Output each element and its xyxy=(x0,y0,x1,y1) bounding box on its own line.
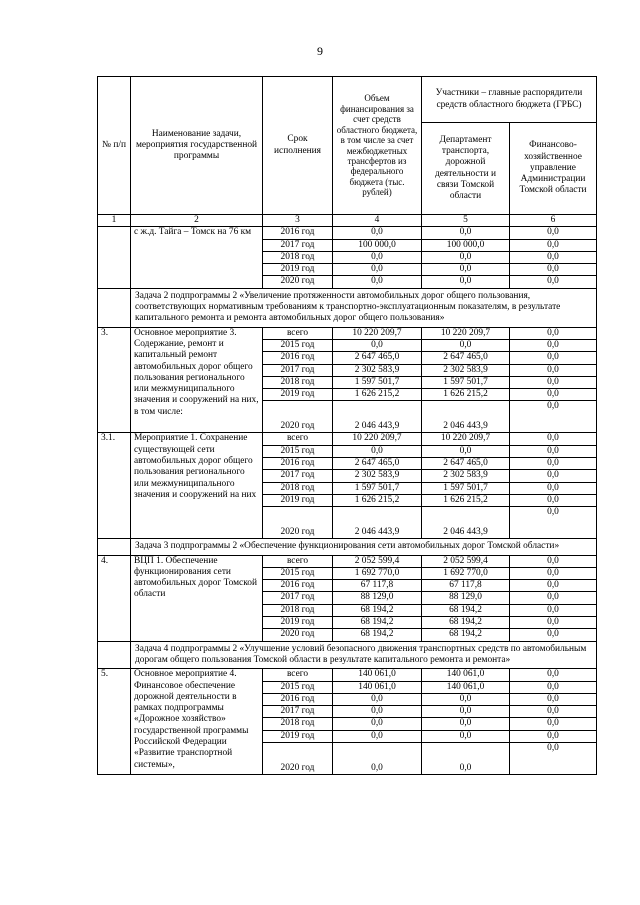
amount-cell: 2 302 583,9 xyxy=(333,364,422,376)
term-cell: 2018 год xyxy=(263,604,333,616)
task-row xyxy=(98,539,597,555)
header-dept: Департамент транспорта, дорожной деятельности и связи Томской области xyxy=(422,123,510,215)
table-row xyxy=(98,669,597,681)
task-row xyxy=(98,288,597,327)
term-cell: всего xyxy=(263,433,333,445)
term-cell: 2016 год xyxy=(263,227,333,239)
amount-cell: 0,0 xyxy=(333,718,422,730)
term-cell: 2020 год xyxy=(263,401,333,433)
amount-cell: 0,0 xyxy=(333,251,422,263)
amount-cell: 1 692 770,0 xyxy=(333,567,422,579)
amount-cell: 140 061,0 xyxy=(333,669,422,681)
dept-cell: 0,0 xyxy=(422,730,510,742)
amount-cell: 1 626 215,2 xyxy=(333,494,422,506)
dept-cell: 1 692 770,0 xyxy=(422,567,510,579)
term-cell: 2019 год xyxy=(263,617,333,629)
col-number: 3 xyxy=(263,215,333,227)
term-cell: всего xyxy=(263,555,333,567)
dept-cell: 0,0 xyxy=(422,718,510,730)
header-fin: Финансово-хозяйственное управление Администрации Томской области xyxy=(510,123,597,215)
dept-cell: 2 647 465,0 xyxy=(422,352,510,364)
dept-cell: 0,0 xyxy=(422,251,510,263)
fin-cell: 0,0 xyxy=(510,264,597,276)
header-name: Наименование задачи, мероприятия государственной программы xyxy=(131,77,263,215)
fin-cell: 0,0 xyxy=(510,482,597,494)
dept-cell: 1 597 501,7 xyxy=(422,376,510,388)
fin-cell: 0,0 xyxy=(510,592,597,604)
column-number-row xyxy=(98,215,597,227)
dept-cell: 1 626 215,2 xyxy=(422,389,510,401)
term-cell: 2016 год xyxy=(263,580,333,592)
term-cell: 2015 год xyxy=(263,567,333,579)
program-table xyxy=(97,76,597,775)
amount-cell: 67 117,8 xyxy=(333,580,422,592)
fin-cell: 0,0 xyxy=(510,239,597,251)
dept-cell: 68 194,2 xyxy=(422,604,510,616)
fin-cell: 0,0 xyxy=(510,693,597,705)
amount-cell: 1 626 215,2 xyxy=(333,389,422,401)
fin-cell: 0,0 xyxy=(510,718,597,730)
amount-cell: 88 129,0 xyxy=(333,592,422,604)
dept-cell: 2 046 443,9 xyxy=(422,507,510,539)
term-cell: 2019 год xyxy=(263,494,333,506)
header-num: № п/п xyxy=(98,77,131,215)
table-row xyxy=(98,227,597,239)
fin-cell: 0,0 xyxy=(510,276,597,288)
fin-cell: 0,0 xyxy=(510,730,597,742)
table-row xyxy=(98,433,597,445)
item-name: с ж.д. Тайга – Томск на 76 км xyxy=(131,227,263,288)
fin-cell: 0,0 xyxy=(510,617,597,629)
col-number: 5 xyxy=(422,215,510,227)
term-cell: 2016 год xyxy=(263,458,333,470)
term-cell: всего xyxy=(263,669,333,681)
term-cell: 2018 год xyxy=(263,251,333,263)
fin-cell: 0,0 xyxy=(510,742,597,774)
dept-cell: 88 129,0 xyxy=(422,592,510,604)
fin-cell: 0,0 xyxy=(510,507,597,539)
amount-cell: 68 194,2 xyxy=(333,617,422,629)
dept-cell: 68 194,2 xyxy=(422,629,510,641)
amount-cell: 0,0 xyxy=(333,742,422,774)
term-cell: 2017 год xyxy=(263,470,333,482)
task-title: Задача 2 подпрограммы 2 «Увеличение протяженности автомобильных дорог общего пользования, соответствующих нормативным требованиям к транспортно-эксплуатационным показателям, в результате капитального ремонта и ремонта автомобильных дорог общего пользования» xyxy=(131,288,597,327)
amount-cell: 10 220 209,7 xyxy=(333,433,422,445)
term-cell: 2016 год xyxy=(263,693,333,705)
fin-cell: 0,0 xyxy=(510,494,597,506)
term-cell: 2019 год xyxy=(263,264,333,276)
amount-cell: 0,0 xyxy=(333,730,422,742)
amount-cell: 100 000,0 xyxy=(333,239,422,251)
term-cell: 2019 год xyxy=(263,730,333,742)
amount-cell: 2 052 599,4 xyxy=(333,555,422,567)
fin-cell: 0,0 xyxy=(510,669,597,681)
task-num-cell xyxy=(98,539,131,555)
item-number xyxy=(98,227,131,288)
amount-cell: 0,0 xyxy=(333,276,422,288)
amount-cell: 1 597 501,7 xyxy=(333,482,422,494)
amount-cell: 10 220 209,7 xyxy=(333,327,422,339)
term-cell: всего xyxy=(263,327,333,339)
task-title: Задача 3 подпрограммы 2 «Обеспечение функционирования сети автомобильных дорог Томской области» xyxy=(131,539,597,555)
fin-cell: 0,0 xyxy=(510,629,597,641)
term-cell: 2017 год xyxy=(263,364,333,376)
dept-cell: 0,0 xyxy=(422,693,510,705)
fin-cell: 0,0 xyxy=(510,433,597,445)
fin-cell: 0,0 xyxy=(510,376,597,388)
fin-cell: 0,0 xyxy=(510,555,597,567)
header-participants: Участники – главные распорядители средств областного бюджета (ГРБС) xyxy=(422,77,597,123)
dept-cell: 0,0 xyxy=(422,445,510,457)
fin-cell: 0,0 xyxy=(510,458,597,470)
col-number: 1 xyxy=(98,215,131,227)
term-cell: 2015 год xyxy=(263,681,333,693)
item-number: 3. xyxy=(98,327,131,433)
term-cell: 2020 год xyxy=(263,507,333,539)
term-cell: 2017 год xyxy=(263,592,333,604)
amount-cell: 68 194,2 xyxy=(333,604,422,616)
task-title: Задача 4 подпрограммы 2 «Улучшение условий безопасного движения транспортных средств по автомобильным дорогам общего пользования Томской области в результате капитального ремонта и ремонта» xyxy=(131,641,597,669)
amount-cell: 2 647 465,0 xyxy=(333,458,422,470)
amount-cell: 0,0 xyxy=(333,264,422,276)
term-cell: 2018 год xyxy=(263,376,333,388)
amount-cell: 0,0 xyxy=(333,227,422,239)
term-cell: 2020 год xyxy=(263,629,333,641)
fin-cell: 0,0 xyxy=(510,604,597,616)
dept-cell: 10 220 209,7 xyxy=(422,433,510,445)
fin-cell: 0,0 xyxy=(510,401,597,433)
fin-cell: 0,0 xyxy=(510,352,597,364)
amount-cell: 68 194,2 xyxy=(333,629,422,641)
program-table-body xyxy=(98,77,597,775)
fin-cell: 0,0 xyxy=(510,389,597,401)
table-row xyxy=(98,555,597,567)
task-num-cell xyxy=(98,641,131,669)
term-cell: 2016 год xyxy=(263,352,333,364)
term-cell: 2017 год xyxy=(263,239,333,251)
dept-cell: 2 052 599,4 xyxy=(422,555,510,567)
amount-cell: 2 046 443,9 xyxy=(333,401,422,433)
item-number: 4. xyxy=(98,555,131,641)
amount-cell: 1 597 501,7 xyxy=(333,376,422,388)
amount-cell: 0,0 xyxy=(333,339,422,351)
fin-cell: 0,0 xyxy=(510,364,597,376)
item-name: ВЦП 1. Обеспечение функционирования сети автомобильных дорог Томской области xyxy=(131,555,263,641)
item-number: 3.1. xyxy=(98,433,131,539)
term-cell: 2018 год xyxy=(263,718,333,730)
fin-cell: 0,0 xyxy=(510,327,597,339)
dept-cell: 1 597 501,7 xyxy=(422,482,510,494)
term-cell: 2015 год xyxy=(263,445,333,457)
fin-cell: 0,0 xyxy=(510,227,597,239)
col-number: 6 xyxy=(510,215,597,227)
amount-cell: 2 046 443,9 xyxy=(333,507,422,539)
fin-cell: 0,0 xyxy=(510,445,597,457)
item-name: Основное мероприятие 4. Финансовое обеспечение дорожной деятельности в рамках подпрограммы «Дорожное хозяйство» государственной программы Российской Федерации «Развитие транспортной системы», xyxy=(131,669,263,775)
amount-cell: 2 647 465,0 xyxy=(333,352,422,364)
task-row xyxy=(98,641,597,669)
table-row xyxy=(98,327,597,339)
item-name: Мероприятие 1. Сохранение существующей сети автомобильных дорог общего пользования регионального или межмуниципального значения и сооружений на них xyxy=(131,433,263,539)
header-term: Срок исполнения xyxy=(263,77,333,215)
fin-cell: 0,0 xyxy=(510,567,597,579)
dept-cell: 0,0 xyxy=(422,227,510,239)
amount-cell: 0,0 xyxy=(333,445,422,457)
term-cell: 2019 год xyxy=(263,389,333,401)
fin-cell: 0,0 xyxy=(510,706,597,718)
fin-cell: 0,0 xyxy=(510,681,597,693)
dept-cell: 0,0 xyxy=(422,339,510,351)
amount-cell: 2 302 583,9 xyxy=(333,470,422,482)
term-cell: 2015 год xyxy=(263,339,333,351)
task-num-cell xyxy=(98,288,131,327)
dept-cell: 2 302 583,9 xyxy=(422,364,510,376)
amount-cell: 140 061,0 xyxy=(333,681,422,693)
dept-cell: 140 061,0 xyxy=(422,681,510,693)
dept-cell: 0,0 xyxy=(422,742,510,774)
col-number: 2 xyxy=(131,215,263,227)
fin-cell: 0,0 xyxy=(510,251,597,263)
dept-cell: 2 046 443,9 xyxy=(422,401,510,433)
dept-cell: 0,0 xyxy=(422,706,510,718)
term-cell: 2017 год xyxy=(263,706,333,718)
item-name: Основное мероприятие 3. Содержание, ремонт и капитальный ремонт автомобильных дорог общего пользования регионального или межмуниципального значения и сооружений на них, в том числе: xyxy=(131,327,263,433)
header-row-1 xyxy=(98,77,597,123)
fin-cell: 0,0 xyxy=(510,339,597,351)
term-cell: 2020 год xyxy=(263,276,333,288)
page-number: 9 xyxy=(317,44,323,58)
item-number: 5. xyxy=(98,669,131,775)
dept-cell: 2 647 465,0 xyxy=(422,458,510,470)
fin-cell: 0,0 xyxy=(510,470,597,482)
term-cell: 2020 год xyxy=(263,742,333,774)
dept-cell: 2 302 583,9 xyxy=(422,470,510,482)
header-amount: Объем финансирования за счет средств областного бюджета, в том числе за счет межбюджетных трансфертов из федерального бюджета (тыс. рублей) xyxy=(333,77,422,215)
dept-cell: 0,0 xyxy=(422,276,510,288)
fin-cell: 0,0 xyxy=(510,580,597,592)
dept-cell: 67 117,8 xyxy=(422,580,510,592)
dept-cell: 100 000,0 xyxy=(422,239,510,251)
dept-cell: 10 220 209,7 xyxy=(422,327,510,339)
dept-cell: 140 061,0 xyxy=(422,669,510,681)
amount-cell: 0,0 xyxy=(333,693,422,705)
term-cell: 2018 год xyxy=(263,482,333,494)
dept-cell: 68 194,2 xyxy=(422,617,510,629)
amount-cell: 0,0 xyxy=(333,706,422,718)
col-number: 4 xyxy=(333,215,422,227)
dept-cell: 1 626 215,2 xyxy=(422,494,510,506)
dept-cell: 0,0 xyxy=(422,264,510,276)
